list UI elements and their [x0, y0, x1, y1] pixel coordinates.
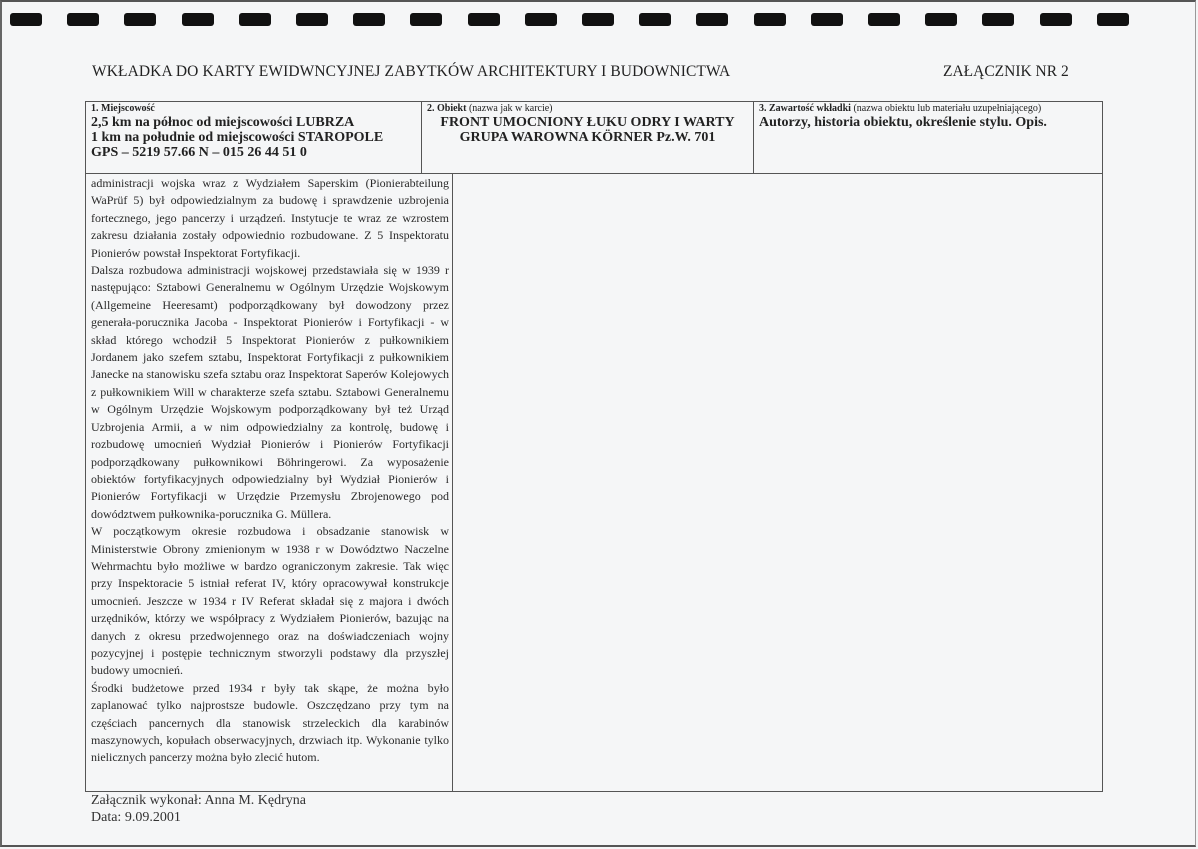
object-cell [421, 102, 753, 173]
binder-hole [582, 13, 614, 26]
paragraph-3: W początkowym okresie rozbudowa i obsadzanie stanowisk w Ministerstwie Obrony zmienionym w 1938 r w Dowództwo Naczelne Wehrmachtu było możliwe w bardzo ograniczonym zakresie. Tak więc przy Inspektoracie 5 istniał referat IV, który opracowywał konstrukcje umocnień. Jeszcze w 1934 r IV Referat składał się z majora i dwóch urzędników, którzy we współpracy z Wydziałem Pionierów, bazując na danych z okresu przedwojennego oraz na doświadczeniach wojny pozycyjnej i postępie technicznym stworzyli podstawy dla przyszłej budowy umocnień. [91, 524, 449, 678]
binder-hole [811, 13, 843, 26]
document-title: WKŁADKA DO KARTY EWIDWNCYJNEJ ZABYTKÓW ARCHITEKTURY I BUDOWNICTWA [92, 63, 731, 80]
contents-cell [753, 102, 1102, 173]
locality-cell [86, 102, 421, 173]
object-line-1: FRONT UMOCNIONY ŁUKU ODRY I WARTY [440, 115, 735, 130]
history-text-column [86, 174, 453, 791]
locality-value [91, 115, 416, 160]
object-label-note: (nazwa jak w karcie) [468, 103, 553, 114]
binder-hole [124, 13, 156, 26]
locality-line-2: 1 km na południe od miejscowości STAROPOLE [91, 130, 384, 145]
object-line-2: GRUPA WAROWNA KÖRNER Pz.W. 701 [459, 130, 716, 145]
contents-value: Autorzy, historia obiektu, określenie stylu. Opis. [759, 115, 1047, 130]
binder-hole [868, 13, 900, 26]
binder-hole [696, 13, 728, 26]
header-table [85, 101, 1103, 174]
locality-line-1: 2,5 km na północ od miejscowości LUBRZA [91, 115, 355, 130]
binder-hole [182, 13, 214, 26]
binder-hole [468, 13, 500, 26]
paragraph-2: Dalsza rozbudowa administracji wojskowej przedstawiała się w 1939 r następująco: Sztabowi Generalnemu w Ogólnym Urzędzie Wojskowym (Allgemeine Heeresamt) podporządkowany był dowodzony przez generała-porucznika Jacoba - Inspektorat Pionierów i Fortyfikacji - w skład którego wchodził 5 Inspektorat Pionierów z pułkownikiem Jordanem jako szefem sztabu, Inspektorat Fortyfikacji z pułkownikiem Janecke na stanowisku szefa sztabu oraz Inspektorat Saperów Kolejowych z pułkownikiem Will w charakterze szefa sztabu. Sztabowi Generalnemu w Ogólnym Urzędzie Wojskowym podporządkowany był też Urząd Uzbrojenia Armii, a w nim odpowiedzialny za kontrolę, budowę i rozbudowę umocnień Wydział Pionierów i Pionierów Fortyfikacji podporządkowany pułkownikowi Böhringerowi. Za wyposażenie obiektów fortyfikacyjnych odpowiedzialny był Wydział Pionierów i Pionierów Fortyfikacji w Urzędzie Przemysłu Zbrojenowego pod dowództwem pułkownika-porucznika G. Müllera. [91, 263, 449, 521]
binder-holes [10, 13, 1198, 27]
body-table [85, 173, 1103, 792]
binder-hole [239, 13, 271, 26]
locality-gps: GPS – 5219 57.66 N – 015 26 44 51 0 [91, 145, 307, 160]
binder-hole [296, 13, 328, 26]
contents-label-note: (nazwa obiektu lub materiału uzupełniającego) [853, 103, 1042, 114]
binder-hole [525, 13, 557, 26]
binder-hole [67, 13, 99, 26]
binder-hole [1040, 13, 1072, 26]
paragraph-4: Środki budżetowe przed 1934 r były tak skąpe, że można było zaplanować tylko najprostsze budowle. Oszczędzano przy tym na częściach pancernych dla stanowisk strzeleckich dla karabinów maszynowych, kopułach obserwacyjnych, drzwiach itp. Wykonanie tylko nielicznych pancerzy można było zlecić hutom. [91, 680, 449, 765]
annex-number: ZAŁĄCZNIK NR 2 [943, 63, 1069, 80]
object-label: 2. Obiekt (nazwa jak w karcie) [427, 103, 553, 114]
author-line: Załącznik wykonał: Anna M. Kędryna [91, 793, 306, 808]
object-value [427, 115, 748, 145]
paragraph-1: administracji wojska wraz z Wydziałem Saperskim (Pionierabteilung WaPrüf 5) był odpowiedzialnym za budowę i sprawdzenie uzbrojenia fortecznego, jego pancerzy i urządzeń. Instytucje te wraz ze wzrostem zakresu działania zostały odpowiednio rozbudowane. Z 5 Inspektoratu Pionierów powstał Inspektorat Fortyfikacji. [91, 176, 449, 260]
date-line: Data: 9.09.2001 [91, 809, 181, 825]
footer [91, 793, 306, 826]
binder-hole [353, 13, 385, 26]
binder-hole [982, 13, 1014, 26]
empty-column [453, 174, 1102, 791]
binder-hole [1097, 13, 1129, 26]
binder-hole [754, 13, 786, 26]
locality-label: 1. Miejscowość [91, 103, 155, 114]
binder-hole [10, 13, 42, 26]
binder-hole [639, 13, 671, 26]
binder-hole [410, 13, 442, 26]
contents-label: 3. Zawartość wkładki (nazwa obiektu lub materiału uzupełniającego) [759, 103, 1042, 114]
binder-hole [925, 13, 957, 26]
